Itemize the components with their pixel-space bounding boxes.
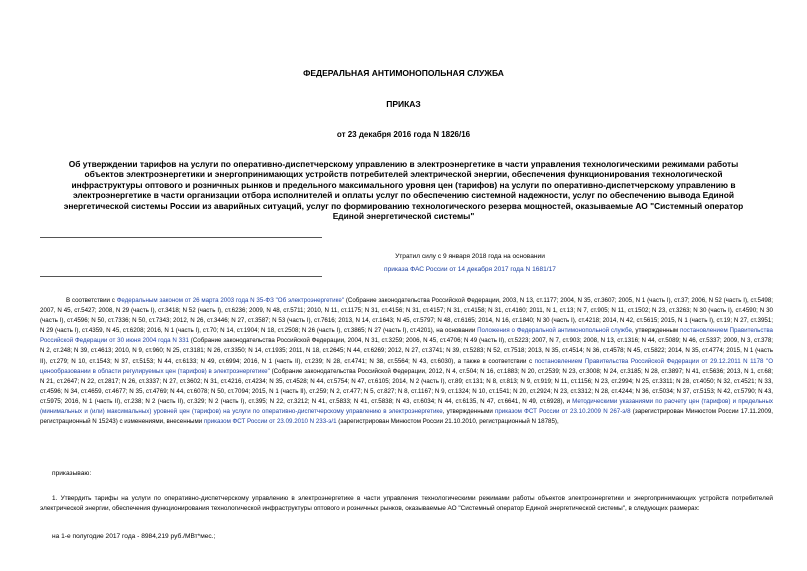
document-title: Об утверждении тарифов на услуги по оперативно-диспетчерскому управлению в электроэнергетике в части управления технологическими режимами работы объектов электроэнергетики и энергопринимающих устройств потребителей электрической энергии, обеспечения функционирования технологической инфраструктуры оптового и розничных рынков и предельного максимального уровня цен (тарифов) на услуги по оперативно-диспетчерскому управлению в электроэнергетике в части организации отбора исполнителей и оплаты услуг по обеспечению системной надежности, услуг по обеспечению вывода Единой энергетической системы России из аварийных ситуаций, услуг по формированию технологического резерва мощностей, оказываемые АО "Системный оператор Единой энергетической системы"	[63, 159, 744, 222]
order-item-1: 1. Утвердить тарифы на услуги по оперативно-диспетчерскому управлению в электроэнергетике в части управления технологическими режимами работы объектов электроэнергетики и энергопринимающих устройств потребителей электрической энергии, обеспечения функционирования технологической инфраструктуры оптового и розничных рынков, оказываемые АО "Системный оператор Единой энергетической системы", в следующих размерах:	[40, 495, 773, 513]
lost-force-note	[250, 250, 690, 276]
fst-order-267-link[interactable]: приказом ФСТ России от 23.10.2009 N 267-э/8	[495, 408, 631, 416]
methodical-guidelines-link[interactable]: Методическими указаниями по расчету цен (тарифов) и предельных (минимальных и (или) максимальных) уровней цен (тарифов) на услуги по оперативно-диспетчерскому управлению в электроэнергетике	[40, 397, 773, 416]
preamble-paragraph	[40, 296, 773, 427]
preamble-text: В соответствии с	[66, 297, 117, 304]
order-keyword: приказываю:	[52, 470, 92, 477]
lost-force-link[interactable]: приказа ФАС России от 14 декабря 2017 года N 1681/17	[384, 266, 556, 273]
preamble-text: , утвержденным	[631, 327, 680, 335]
document-type: ПРИКАЗ	[386, 99, 421, 109]
divider-top	[40, 237, 322, 238]
document-date-number: от 23 декабря 2016 года N 1826/16	[336, 130, 471, 139]
preamble-text: (Собрание законодательства Российской Федерации, 2003, N 13, ст.1177; 2004, N 35, ст.3607; 2005, N 1 (часть I), ст.37; 2006, N 52 (часть I), ст.5498; 2007, N 45, ст.5427; 2008, N 29 (часть I), ст.3418; N 52 (часть I), ст.6236; 2009, N 48, ст.5711; 2010, N 11, ст.1175; N 31, ст.4156; N 31, ст.4157; N 31, ст.4158; N 31, ст.4160; 2011, N 1, ст.13; N 7, ст.905; N 11, ст.1502; N 23, ст.3263; N 30 (часть I), ст.4590; N 30 (часть I), ст.4596; N 50, ст.7336; N 50, ст.7343; 2012, N 26, ст.3446; N 27, ст.3587; N 53 (часть I), ст.7616; 2013, N 14, ст.1643; N 45, ст.5797; N 48, ст.6165; 2014, N 16, ст.1840; N 30 (часть I), ст.4218; 2014, N 42, ст.5615; 2015, N 1 (часть I), ст.19; N 27, ст.3951; N 29 (часть I), ст.4359, N 45, ст.6208; 2016, N 1 (часть I), ст.70; N 14, ст.1904; N 18, ст.2508; N 26 (часть I), ст.3865; N 27 (часть I), ст.4201), на основании	[40, 297, 774, 335]
preamble-text: (Собрание законодательства Российской Федерации, 2004, N 31, ст.3259; 2006, N 45, ст.4706; N 49 (часть II), ст.5223; 2007, N 7, ст.903; 2008, N 13, ст.1316; N 44, ст.5089; N 46, ст.5337; 2009, N 3, ст.378; N 2, ст.248; N 39, ст.4613; 2010, N 9, ст.960; N 25, ст.3181; N 26, ст.3350; N 14, ст.1935; 2011, N 18, ст.2645; N 44, ст.6269; 2012, N 27, ст.3741; N 39, ст.5283; N 52, ст.7518; 2013, N 35, ст.4514; N 36, ст.4578; N 45, ст.5822; 2014, N 35, ст.4774; 2015, N 1 (часть II), ст.279; N 10, ст.1543; N 37, ст.5153; N 44, ст.6133; N 49, ст.6994; 2016, N 1 (часть II), ст.239; N 28, ст.4741; N 38, ст.5564; N 43, ст.6030), а также в соответствии с	[40, 337, 773, 365]
regulation-link[interactable]: Положения о Федеральной антимонопольной службе	[477, 327, 632, 335]
preamble-text: , утвержденными	[442, 408, 495, 416]
federal-law-link[interactable]: Федеральным законом от 26 марта 2003 года N 35-ФЗ "Об электроэнергетике"	[116, 297, 345, 304]
preamble-text: (зарегистрирован Минюстом России 17.11.2009, регистрационный N 15243) с изменениями, внесенными	[40, 408, 773, 426]
government-decree-331-link[interactable]: постановлением Правительства Российской Федерации от 30 июня 2004 года N 331	[40, 327, 773, 345]
government-decree-1178-link[interactable]: постановлением Правительства Российской Федерации от 29.12.2011 N 1178 "О ценообразовании в области регулируемых цен (тарифов) в электроэнергетике"	[40, 357, 774, 375]
preamble-text: (зарегистрирован Минюстом России 21.10.2010, регистрационный N 18785),	[336, 418, 559, 426]
fst-order-233-link[interactable]: приказом ФСТ России от 23.09.2010 N 233-э/1	[203, 418, 337, 426]
lost-force-text: Утратил силу с 9 января 2018 года на основании	[395, 253, 545, 260]
agency-name: ФЕДЕРАЛЬНАЯ АНТИМОНОПОЛЬНАЯ СЛУЖБА	[303, 68, 504, 78]
tariff-line: на 1-е полугодие 2017 года - 8984,219 руб./МВт*мес.;	[52, 533, 216, 540]
divider-bottom	[40, 276, 322, 277]
preamble-text: (Собрание законодательства Российской Федерации, 2012, N 4, ст.504; N 16, ст.1883; N 20, ст.2539; N 23, ст.3008; N 24, ст.3185; N 28, ст.3897; N 41, ст.5636; 2013, N 1, ст.68; N 21, ст.2647; N 22, ст.2817; N 26, ст.3337; N 27, ст.3602; N 31, ст.4216, ст.4234; N 35, ст.4528; N 44, ст.5754; N 47, ст.6105; 2014, N 2 (часть I), ст.89; ст.131; N 8, ст.813; N 9, ст.919; N 11, ст.1156; N 23, ст.2994; N 25, ст.3311; N 28, ст.4050; N 32, ст.4521; N 33, ст.4596; N 34, ст.4659, ст.4677; N 35, ст.4769; N 44, ст.6078; N 50, ст.7094; 2015, N 1 (часть II), ст.259; N 2, ст.477; N 5, ст.827; N 8, ст.1167; N 9, ст.1324; N 10, ст.1541; N 20, ст.2924; N 23, ст.3312; N 28, ст.4244; N 36, ст.5034; N 37, ст.5153; N 42, ст.5790; N 43, ст.5975; 2016, N 1 (часть II), ст.238; N 2 (часть II), ст.329; N 2 (часть I), ст.395; N 22, ст.3212; N 41, ст.5833; N 41, ст.5838; N 43, ст.6034; N 44, ст.6135, N 47, ст.6641, N 49, ст.6928), и	[40, 367, 773, 405]
